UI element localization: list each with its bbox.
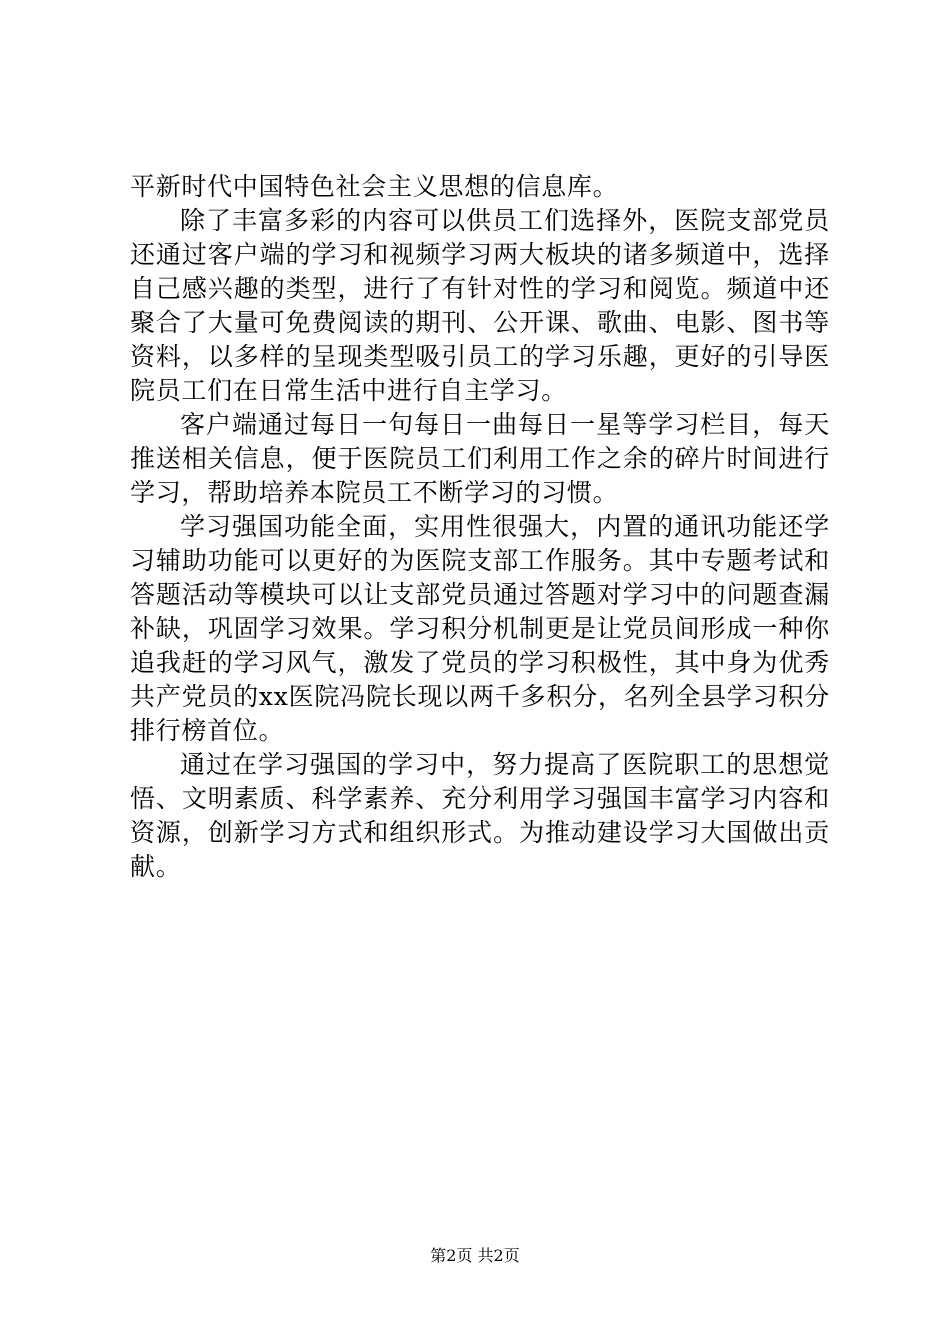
paragraph-daily-columns: 客户端通过每日一句每日一曲每日一星等学习栏目，每天推送相关信息，便于医院员工们利用工作之余的碎片时间进行学习，帮助培养本院员工不断学习的习惯。 (130, 410, 830, 507)
paragraph-features: 学习强国功能全面，实用性很强大，内置的通讯功能还学习辅助功能可以更好的为医院支部工作服务。其中专题考试和答题活动等模块可以让支部党员通过答题对学习中的问题查漏补缺，巩固学习效果。学习积分机制更是让党员间形成一种你追我赶的学习风气，激发了党员的学习积极性，其中身为优秀共产党员的xx医院冯院长现以两千多积分，名列全县学习积分排行榜首位。 (130, 512, 830, 745)
paragraph-continuation: 平新时代中国特色社会主义思想的信息库。 (130, 172, 619, 201)
document-body (130, 170, 830, 884)
paragraph-content-options: 除了丰富多彩的内容可以供员工们选择外，医院支部党员还通过客户端的学习和视频学习两大板块的诸多频道中，选择自己感兴趣的类型，进行了有针对性的学习和阅览。频道中还聚合了大量可免费阅读的期刊、公开课、歌曲、电影、图书等资料，以多样的呈现类型吸引员工的学习乐趣，更好的引导医院员工们在日常生活中进行自主学习。 (130, 206, 830, 405)
page-number-footer: 第2页 共2页 (430, 1246, 520, 1265)
paragraph-conclusion: 通过在学习强国的学习中，努力提高了医院职工的思想觉悟、文明素质、科学素养、充分利用学习强国丰富学习内容和资源，创新学习方式和组织形式。为推动建设学习大国做出贡献。 (130, 750, 830, 881)
